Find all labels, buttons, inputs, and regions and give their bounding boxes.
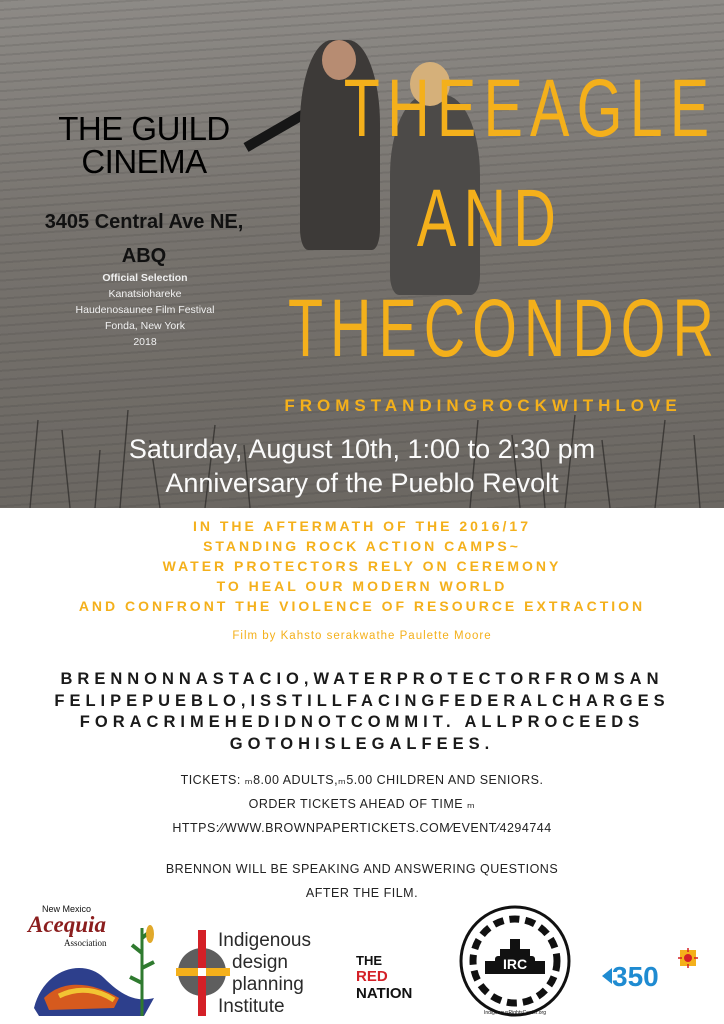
legal-notice: [40, 669, 684, 755]
notice-line2: FELIPEPUEBLO,ISSTILLFACINGFEDERALCHARGES: [54, 691, 670, 710]
venue-name-line1: THE GUILD: [58, 110, 230, 147]
aftermath-line5: AND CONFRONT THE VIOLENCE OF RESOURCE EXTRACTION: [78, 598, 646, 614]
address-line2: ABQ: [121, 245, 167, 267]
selection-heading: Official Selection: [102, 272, 188, 284]
aftermath-line3: WATER PROTECTORS RELY ON CEREMONY: [162, 558, 562, 574]
acequia-association-logo: [24, 898, 164, 1018]
zia-sun-icon: [678, 948, 698, 968]
selection-line2: Haudenosaunee Film Festival: [75, 304, 215, 316]
ticket-info: [60, 768, 664, 840]
acequia-top-text: New Mexico: [42, 904, 92, 914]
rednation-nation: NATION: [356, 985, 413, 1002]
speaking-line2: AFTER THE FILM.: [305, 886, 419, 900]
festival-selection: [40, 270, 250, 350]
film-title-line2: AND: [416, 173, 564, 264]
idpi-line2: design: [232, 952, 288, 973]
selection-line3: Fonda, New York: [105, 320, 185, 332]
selection-line1: Kanatsiohareke: [108, 288, 182, 300]
indigenous-rights-center-logo: [455, 904, 575, 1018]
event-datetime: Saturday, August 10th, 1:00 to 2:30 pm: [128, 434, 596, 464]
film-title-line3: THECONDOR: [288, 283, 721, 374]
film-subtitle: FROMSTANDINGROCKWITHLOVE: [284, 396, 682, 415]
acequia-main-text: Acequia: [28, 912, 106, 937]
idpi-line3: planning: [232, 974, 304, 995]
rednation-the: THE: [356, 953, 382, 968]
red-nation-logo: [356, 952, 436, 1002]
selection-line4: 2018: [133, 336, 157, 348]
irc-url: IndigenousRightsCenter.org: [484, 1010, 546, 1016]
venue-name: [20, 112, 268, 178]
notice-line3: FORACRIMEHEDIDNOTCOMMIT. ALLPROCEEDS: [79, 713, 645, 731]
film-title-line1: THEEAGLE: [343, 63, 717, 154]
event-occasion: Anniversary of the Pueblo Revolt: [165, 468, 559, 498]
notice-line1: BRENNONNASTACIO,WATERPROTECTORFROMSAN: [60, 670, 664, 688]
aftermath-line4: TO HEAL OUR MODERN WORLD: [216, 578, 508, 594]
ticket-prices: TICKETS: ₘ8.00 ADULTS,ₘ5.00 CHILDREN AND SENIORS.: [180, 773, 544, 787]
ticket-order-note: ORDER TICKETS AHEAD OF TIME ₘ: [248, 797, 476, 811]
aftermath-statement: [0, 516, 724, 616]
speaking-line1: BRENNON WILL BE SPEAKING AND ANSWERING QUESTIONS: [165, 862, 559, 876]
venue-name-line2: CINEMA: [81, 143, 207, 180]
idpi-line4: Institute: [218, 996, 285, 1017]
acequia-bottom-text: Association: [64, 938, 107, 948]
film-credit: Film by Kahsto serakwathe Paulette Moore: [232, 630, 492, 642]
notice-line4: GOTOHISLEGALFEES.: [229, 734, 495, 753]
aftermath-line2: STANDING ROCK ACTION CAMPS~: [203, 538, 521, 554]
350-org-logo: [600, 946, 700, 996]
address-line1: 3405 Central Ave NE,: [44, 211, 244, 233]
idpi-line1: Indigenous: [218, 930, 311, 951]
irc-label: IRC: [502, 956, 528, 972]
ticket-url-link[interactable]: HTTPS:⁄⁄WWW.BROWNPAPERTICKETS.COM⁄EVENT⁄4294744: [172, 821, 552, 835]
aftermath-line1: IN THE AFTERMATH OF THE 2016/17: [192, 518, 532, 534]
venue-address: [20, 205, 268, 273]
350-label: 350: [612, 961, 659, 992]
indigenous-design-planning-institute-logo: [176, 928, 346, 1018]
rednation-red: RED: [356, 968, 388, 985]
